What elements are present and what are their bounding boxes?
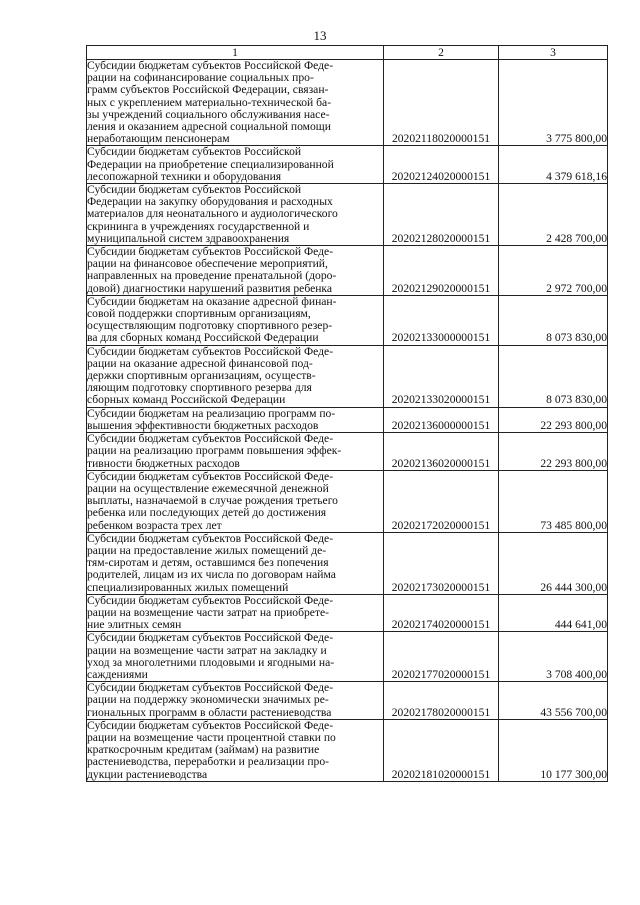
description-line: вышения эффективности бюджетных расходов (87, 418, 319, 432)
budget-code: 20202124020000151 (384, 146, 499, 184)
description-line: рации на возмещение части затрат на закладку и (87, 643, 327, 657)
description-line: рации на оказание адресной финансовой под- (87, 356, 313, 370)
description-line: выплаты, назначаемой в случае рождения третьего (87, 494, 338, 508)
amount: 3 775 800,00 (499, 60, 608, 146)
table-row (87, 146, 608, 184)
table-row (87, 407, 608, 432)
description-line: совой поддержки спортивным организациям, (87, 307, 311, 321)
description-line: Субсидии бюджетам субъектов Российской Феде- (87, 432, 334, 446)
description-line: рации на поддержку экономически значимых ре- (87, 693, 329, 707)
description-line: Субсидии бюджетам субъектов Российской (87, 145, 302, 159)
description-line: Субсидии бюджетам субъектов Российской Феде- (87, 469, 334, 483)
amount: 4 379 618,16 (499, 146, 608, 184)
column-header-1: 1 (87, 46, 384, 60)
description-line: Субсидии бюджетам субъектов Российской Феде- (87, 344, 334, 358)
description-line: Субсидии бюджетам субъектов Российской Феде- (87, 718, 334, 732)
description-line: ребенка или последующих детей до достижения (87, 506, 327, 520)
budget-code: 20202173020000151 (384, 532, 499, 594)
amount: 8 073 830,00 (499, 345, 608, 407)
description-line: саждениями (87, 667, 148, 681)
table-row (87, 470, 608, 532)
row-description (87, 146, 384, 184)
budget-code: 20202128020000151 (384, 184, 499, 246)
description-line: родителей, лицам из их числа по договорам найма (87, 568, 336, 582)
amount: 8 073 830,00 (499, 295, 608, 345)
row-description (87, 295, 384, 345)
budget-code: 20202181020000151 (384, 719, 499, 781)
row-description (87, 60, 384, 146)
description-line: довой) диагностики нарушений развития ребенка (87, 281, 333, 295)
description-line: Субсидии бюджетам субъектов Российской Феде- (87, 593, 334, 607)
table-body (87, 60, 608, 782)
budget-code: 20202129020000151 (384, 246, 499, 296)
row-description (87, 682, 384, 720)
table-row (87, 682, 608, 720)
table-row (87, 345, 608, 407)
budget-code: 20202133000000151 (384, 295, 499, 345)
table-row (87, 295, 608, 345)
description-line: направленных на проведение пренатальной (доро- (87, 269, 337, 283)
row-description (87, 719, 384, 781)
description-line: уход за многолетними плодовыми и ягодными на- (87, 655, 335, 669)
amount: 444 641,00 (499, 594, 608, 632)
description-line: материалов для неонатального и аудиологического (87, 207, 338, 221)
description-line: Субсидии бюджетам субъектов Российской Феде- (87, 59, 334, 72)
budget-code: 20202136000000151 (384, 407, 499, 432)
description-line: гиональных программ в области растениеводства (87, 705, 332, 719)
table-row (87, 60, 608, 146)
table-header-row (87, 46, 608, 60)
table-row (87, 246, 608, 296)
description-line: дукции растениеводства (87, 767, 208, 781)
page-number: 13 (313, 28, 327, 43)
description-line: краткосрочным кредитам (займам) на развитие (87, 743, 320, 757)
description-line: рации на реализацию программ повышения эффек- (87, 444, 342, 458)
budget-code: 20202118020000151 (384, 60, 499, 146)
description-line: рации на софинансирование социальных про- (87, 71, 314, 85)
row-description (87, 184, 384, 246)
description-line: ребенком возраста трех лет (87, 518, 222, 532)
row-description (87, 532, 384, 594)
description-line: Субсидии бюджетам субъектов Российской Феде- (87, 631, 334, 645)
table-row (87, 184, 608, 246)
amount: 22 293 800,00 (499, 433, 608, 471)
column-header-3: 3 (499, 46, 608, 60)
amount: 26 444 300,00 (499, 532, 608, 594)
amount: 43 556 700,00 (499, 682, 608, 720)
amount: 2 428 700,00 (499, 184, 608, 246)
description-line: специализированных жилых помещений (87, 580, 289, 594)
description-line: ления и оказанием адресной социальной помощи (87, 120, 331, 134)
budget-code: 20202178020000151 (384, 682, 499, 720)
description-line: Субсидии бюджетам на реализацию программ по- (87, 406, 336, 420)
description-line: Субсидии бюджетам субъектов Российской Феде- (87, 245, 334, 259)
description-line: лесопожарной техники и оборудования (87, 169, 282, 183)
description-line: рации на возмещение части процентной ставки по (87, 730, 336, 744)
budget-table (86, 45, 608, 782)
budget-code: 20202136020000151 (384, 433, 499, 471)
description-line: тивности бюджетных расходов (87, 456, 240, 470)
description-line: растениеводства, переработки и реализации про- (87, 755, 329, 769)
row-description (87, 470, 384, 532)
description-line: Федерации на закупку оборудования и расходных (87, 195, 333, 209)
table-row (87, 433, 608, 471)
amount: 10 177 300,00 (499, 719, 608, 781)
description-line: рации на финансовое обеспечение мероприятий, (87, 257, 328, 271)
description-line: скрининга в учреждениях государственной и (87, 219, 310, 233)
budget-code: 20202177020000151 (384, 632, 499, 682)
description-line: неработающим пенсионерам (87, 132, 230, 146)
budget-code: 20202172020000151 (384, 470, 499, 532)
description-line: ние элитных семян (87, 618, 182, 632)
table-row (87, 632, 608, 682)
budget-code: 20202133020000151 (384, 345, 499, 407)
description-line: Субсидии бюджетам субъектов Российской (87, 183, 302, 197)
description-line: держки спортивным организациям, осуществ- (87, 369, 316, 383)
description-line: осуществляющим подготовку спортивного резер- (87, 319, 333, 333)
description-line: тям-сиротам и детям, оставшимся без попечения (87, 556, 329, 570)
row-description (87, 433, 384, 471)
row-description (87, 632, 384, 682)
amount: 73 485 800,00 (499, 470, 608, 532)
description-line: рации на осуществление ежемесячной денежной (87, 481, 329, 495)
column-header-2: 2 (384, 46, 499, 60)
table-row (87, 594, 608, 632)
row-description (87, 345, 384, 407)
row-description (87, 407, 384, 432)
table-row (87, 532, 608, 594)
row-description (87, 594, 384, 632)
amount: 22 293 800,00 (499, 407, 608, 432)
description-line: Субсидии бюджетам субъектов Российской Феде- (87, 681, 334, 695)
description-line: муниципальной систем здравоохранения (87, 231, 290, 245)
row-description (87, 246, 384, 296)
description-line: рации на возмещение части затрат на приобрете- (87, 605, 330, 619)
description-line: Субсидии бюджетам субъектов Российской Феде- (87, 531, 334, 545)
description-line: грамм субъектов Российской Федерации, связан- (87, 83, 329, 97)
budget-code: 20202174020000151 (384, 594, 499, 632)
description-line: сборных команд Российской Федерации (87, 393, 286, 407)
description-line: ных с укреплением материально-технической ба- (87, 95, 332, 109)
amount: 2 972 700,00 (499, 246, 608, 296)
description-line: зы учреждений социального обслуживания насе- (87, 107, 330, 121)
table-row (87, 719, 608, 781)
description-line: рации на предоставление жилых помещений де- (87, 543, 327, 557)
amount: 3 708 400,00 (499, 632, 608, 682)
description-line: ляющим подготовку спортивного резерва для (87, 381, 312, 395)
description-line: ва для сборных команд Российской Федерации (87, 331, 319, 345)
description-line: Федерации на приобретение специализированной (87, 157, 334, 171)
description-line: Субсидии бюджетам на оказание адресной финан- (87, 294, 337, 308)
